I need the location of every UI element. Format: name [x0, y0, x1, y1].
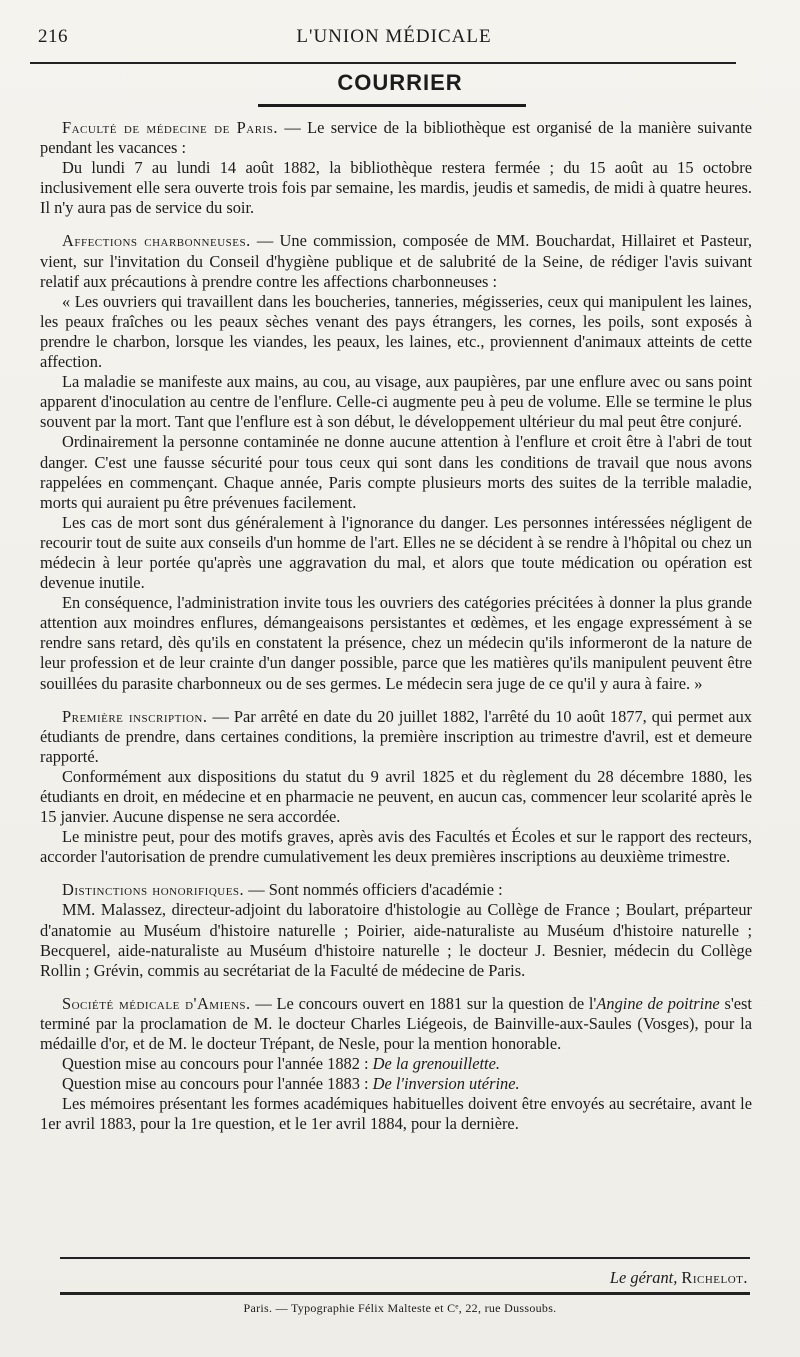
paragraph: Les mémoires présentant les formes académiques habituelles doivent être envoyés au secrétaire, avant le 1er avril 1883, pour la 1re question, et le 1er avril 1884, pour la dernière. [40, 1094, 752, 1134]
paragraph: En conséquence, l'administration invite tous les ouvriers des catégories précitées à donner la plus grande attention aux moindres enflures, démangeaisons persistantes et œdèmes, et les engage expressément à se rendre sans retard, dès qu'ils en constatent la présence, chez un médecin qu'ils informeront de la nature de leur profession et de leur crainte d'un danger possible, parce que les matières qu'ils manipulent peuvent être souillées du parasite charbonneux ou de ses germes. Le médecin sera juge de ce qu'il y aura à faire. » [40, 593, 752, 693]
journal-title: L'UNION MÉDICALE [296, 26, 492, 47]
printer-imprint: Paris. — Typographie Félix Malteste et Cᵉ, 22, rue Dussoubs. [243, 1301, 557, 1315]
paragraph-text: — Une commission, composée de MM. Bouchardat, Hillairet et Pasteur, vient, sur l'invitation du Conseil d'hygiène publique et de salubrité de la Seine, de rédiger l'avis suivant relatif aux précautions à prendre contre les affections charbonneuses : [40, 231, 752, 291]
paragraph: MM. Malassez, directeur-adjoint du laboratoire d'histologie au Collège de France ; Boulart, préparteur d'anatomie au Muséum d'histoire naturelle ; Poirier, aide-naturaliste au Muséum d'histoire naturelle ; Becquerel, aide-naturaliste au Muséum d'histoire naturelle ; le docteur J. Besnier, médecin du Collège Rollin ; Grévin, commis au secrétariat de la Faculté de médecine de Paris. [40, 900, 752, 980]
section-heading: Distinctions honorifiques. [62, 880, 245, 900]
paragraph [40, 118, 752, 158]
page-number: 216 [38, 26, 68, 47]
paragraph-text: — Par arrêté en date du 20 juillet 1882, l'arrêté du 10 août 1877, qui permet aux étudiants de prendre, dans certaines conditions, la première inscription au trimestre d'avril, est et demeure rapporté. [40, 706, 752, 766]
paragraph [40, 231, 752, 291]
header-rule [30, 62, 736, 64]
section-heading: Faculté de médecine de Paris. [62, 118, 278, 137]
paragraph [40, 1054, 752, 1074]
paragraph [40, 880, 752, 900]
paragraph-text: s'est terminé par la proclamation de M. le docteur Charles Liégeois, de Bainville-aux-Saules (Vosges), pour la médaille d'or, et de M. le docteur Trépant, de Nesle, pour la mention honorable. [40, 993, 752, 1054]
italic-text: De la grenouillette. [372, 1054, 500, 1074]
section-heading: Première inscription. [62, 706, 208, 726]
paragraph: Le ministre peut, pour des motifs graves, après avis des Facultés et Écoles et sur le rapport des recteurs, accorder l'autorisation de prendre cumulativement les deux premières inscriptions au deuxième trimestre. [40, 827, 752, 867]
section-title: COURRIER [337, 70, 463, 95]
signature-role: Le gérant, [609, 1268, 678, 1287]
signature [610, 1268, 748, 1288]
title-rule [258, 104, 526, 107]
paragraph: Du lundi 7 au lundi 14 août 1882, la bibliothèque restera fermée ; du 15 août au 15 octobre inclusivement elle sera ouverte trois fois par semaine, les mardis, jeudis et samedis, de midi à quatre heures. Il n'y aura pas de service du soir. [40, 158, 752, 218]
paragraph-text: — Le service de la bibliothèque est organisé de la manière suivante pendant les vacances : [40, 118, 752, 158]
paragraph: Les cas de mort sont dus généralement à l'ignorance du danger. Les personnes intéressées négligent de recourir tout de suite aux conseils d'un homme de l'art. Elles ne se décident à se rendre à l'hôpital ou chez un médecin à leur portée qu'après une aggravation du mal, et alors que toute médication ou opération est devenue inutile. [40, 512, 752, 593]
paragraph-text: — Le concours ouvert en 1881 sur la question de l' [255, 993, 597, 1013]
running-header [38, 26, 750, 56]
paragraph-text: Question mise au concours pour l'année 1882 : [62, 1054, 373, 1074]
section-heading: Affections charbonneuses. [62, 231, 251, 251]
article-body [40, 112, 752, 1135]
section-heading: Société médicale d'Amiens. [62, 993, 251, 1013]
paragraph-text: — Sont nommés officiers d'académie : [248, 880, 503, 900]
closing-rule [60, 1257, 750, 1259]
paragraph [40, 1074, 752, 1094]
italic-text: Angine de poitrine [596, 993, 720, 1013]
paragraph [40, 707, 752, 767]
signature-name: Richelot. [681, 1268, 748, 1287]
footer-rule [60, 1292, 750, 1295]
paragraph: La maladie se manifeste aux mains, au cou, au visage, aux paupières, par une enflure avec ou sans point apparent d'inoculation au centre de l'enflure. Celle-ci augmente peu à peu de volume. Elle se termine le plus souvent par la mort. Tant que l'enflure est à son début, le développement ultérieur du mal peut être conjuré. [40, 372, 752, 432]
paragraph-text: Question mise au concours pour l'année 1883 : [62, 1074, 373, 1094]
paragraph: Conformément aux dispositions du statut du 9 avril 1825 et du règlement du 28 décembre 1880, les étudiants en droit, en médecine et en pharmacie ne peuvent, en aucun cas, commencer leur scolarité après le 15 janvier. Aucune dispense ne sera accordée. [40, 766, 752, 827]
paragraph: Ordinairement la personne contaminée ne donne aucune attention à l'enflure et croit être à l'abri de tout danger. C'est une fausse sécurité pour tous ceux qui sont dans les conditions de travail que nous avons rappelées en commençant. Chaque année, Paris compte plusieurs morts des suites de la terrible maladie, morts qui auraient pu être prévenues facilement. [40, 432, 752, 512]
paragraph: « Les ouvriers qui travaillent dans les boucheries, tanneries, mégisseries, ceux qui manipulent les laines, les peaux fraîches ou les peaux sèches venant des pays étrangers, les cornes, les poils, sont exposés à prendre le charbon, lorsque les viandes, les peaux, les laines, etc., proviennent d'animaux atteints de cette affection. [40, 291, 752, 372]
paragraph [40, 994, 752, 1054]
italic-text: De l'inversion utérine. [372, 1074, 520, 1094]
